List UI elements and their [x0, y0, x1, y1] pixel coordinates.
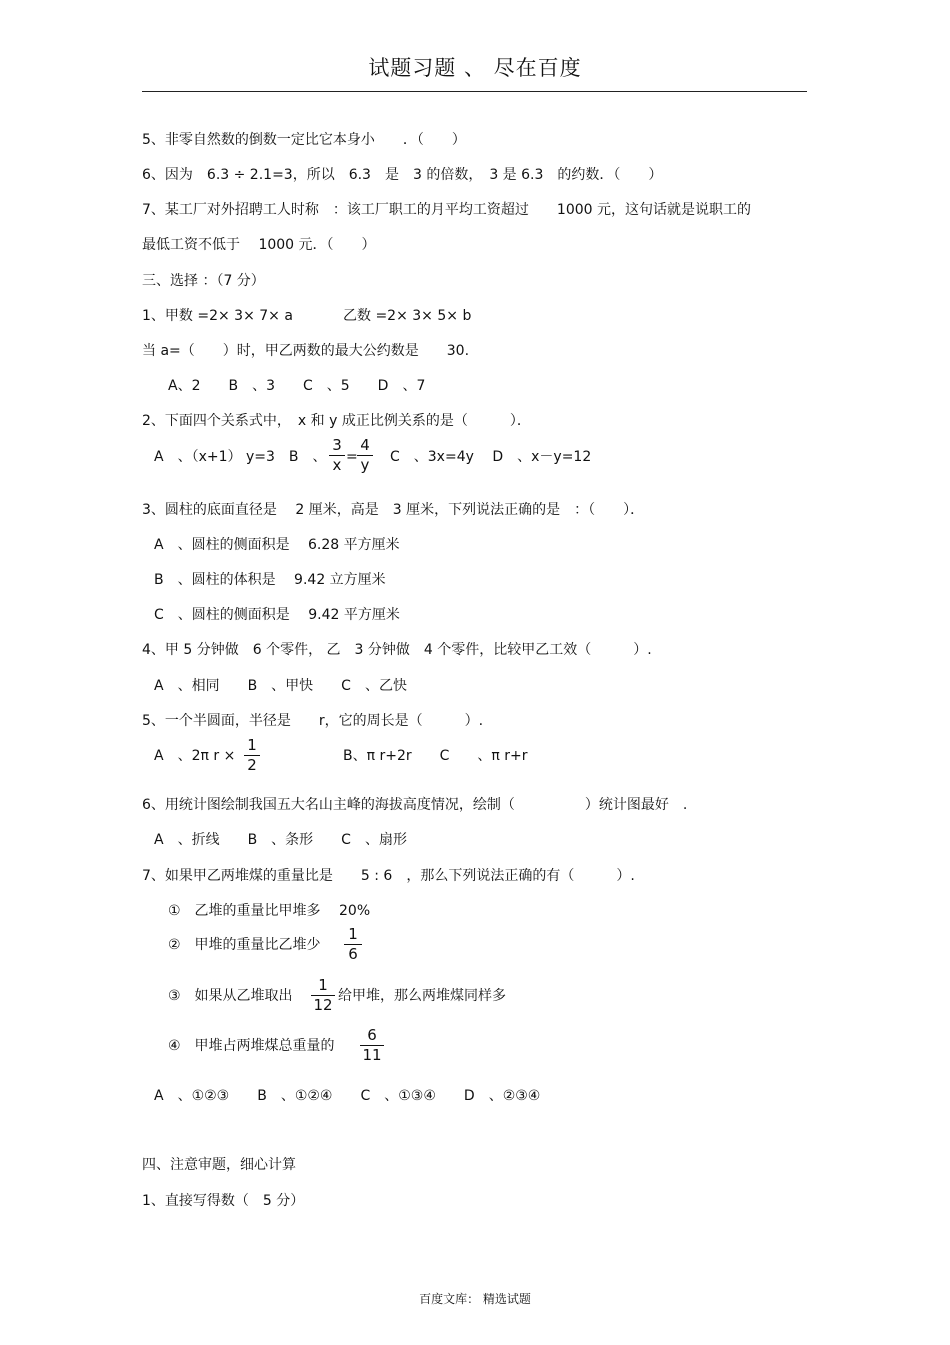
- answer-options: C 、3x=4y D 、x－y=12: [390, 449, 592, 465]
- question-line: 4、甲 5 分钟做 6 个零件， 乙 3 分钟做 4 个零件，比较甲乙工效（ ）.: [142, 642, 652, 658]
- statement-item: 给甲堆，那么两堆煤同样多: [338, 988, 506, 1004]
- page-header-title: 试题习题 、 尽在百度: [368, 56, 582, 80]
- question-line: 7、某工厂对外招聘工人时称 ：该工厂职工的月平均工资超过 1000 元，这句话就是说职工的: [142, 202, 751, 218]
- question-line: 5、非零自然数的倒数一定比它本身小 ．（ ）: [142, 132, 466, 148]
- answer-options: A 、①②③ B 、①②④ C 、①③④ D 、②③④: [154, 1088, 541, 1104]
- question-line: 6、用统计图绘制我国五大名山主峰的海拔高度情况，绘制（ ）统计图最好 .: [142, 797, 688, 813]
- question-line: 当 a=（ ）时，甲乙两数的最大公约数是 30.: [142, 343, 470, 359]
- question-line: 3、圆柱的底面直径是 2 厘米，高是 3 厘米，下列说法正确的是 ：（ ）．: [142, 502, 645, 518]
- statement-item: ① 乙堆的重量比甲堆多 20%: [168, 903, 371, 919]
- question-line: 7、如果甲乙两堆煤的重量比是 5 : 6 ，那么下列说法正确的有（ ）.: [142, 868, 635, 884]
- answer-options: A 、2π r ×: [154, 748, 236, 764]
- fraction: 1 2: [244, 737, 260, 774]
- answer-options: A 、（x+1） y=3 B 、: [154, 449, 327, 465]
- question-line: 1、甲数 =2× 3× 7× a: [142, 308, 293, 324]
- answer-option: A 、圆柱的侧面积是 6.28 平方厘米: [154, 537, 400, 553]
- answer-options: A 、相同 B 、甲快 C 、乙快: [154, 678, 407, 694]
- answer-option: B 、圆柱的体积是 9.42 立方厘米: [154, 572, 386, 588]
- page-footer: 百度文库： 精选试题: [419, 1292, 531, 1306]
- fraction: 3 x: [329, 437, 345, 474]
- fraction: 4 y: [357, 437, 373, 474]
- equals-sign: =: [346, 449, 358, 465]
- header-divider: [142, 91, 807, 92]
- question-line: 1、直接写得数（ 5 分）: [142, 1193, 305, 1209]
- section-heading: 四、注意审题，细心计算: [142, 1157, 296, 1173]
- section-heading: 三、选择 ：（7 分）: [142, 273, 265, 289]
- statement-item: ② 甲堆的重量比乙堆少: [168, 937, 321, 953]
- question-line: 6、因为 6.3 ÷ 2.1=3，所以 6.3 是 3 的倍数， 3 是 6.3 的约数．（ ）: [142, 167, 663, 183]
- question-line: 5、一个半圆面，半径是 r，它的周长是（ ）.: [142, 713, 484, 729]
- statement-item: ④ 甲堆占两堆煤总重量的: [168, 1038, 335, 1054]
- question-line: 最低工资不低于 1000 元．（ ）: [142, 237, 376, 253]
- answer-options: B、π r+2r C 、π r+r: [343, 748, 528, 764]
- question-line: 2、下面四个关系式中， x 和 y 成正比例关系的是（ ）．: [142, 413, 531, 429]
- statement-item: ③ 如果从乙堆取出: [168, 988, 293, 1004]
- fraction: 6 11: [360, 1027, 384, 1064]
- fraction: 1 12: [311, 977, 335, 1014]
- answer-options: A、2 B 、3 C 、5 D 、7: [168, 378, 426, 394]
- question-line: 乙数 =2× 3× 5× b: [343, 308, 472, 324]
- answer-options: A 、折线 B 、条形 C 、扇形: [154, 832, 407, 848]
- answer-option: C 、圆柱的侧面积是 9.42 平方厘米: [154, 607, 400, 623]
- fraction: 1 6: [344, 926, 362, 963]
